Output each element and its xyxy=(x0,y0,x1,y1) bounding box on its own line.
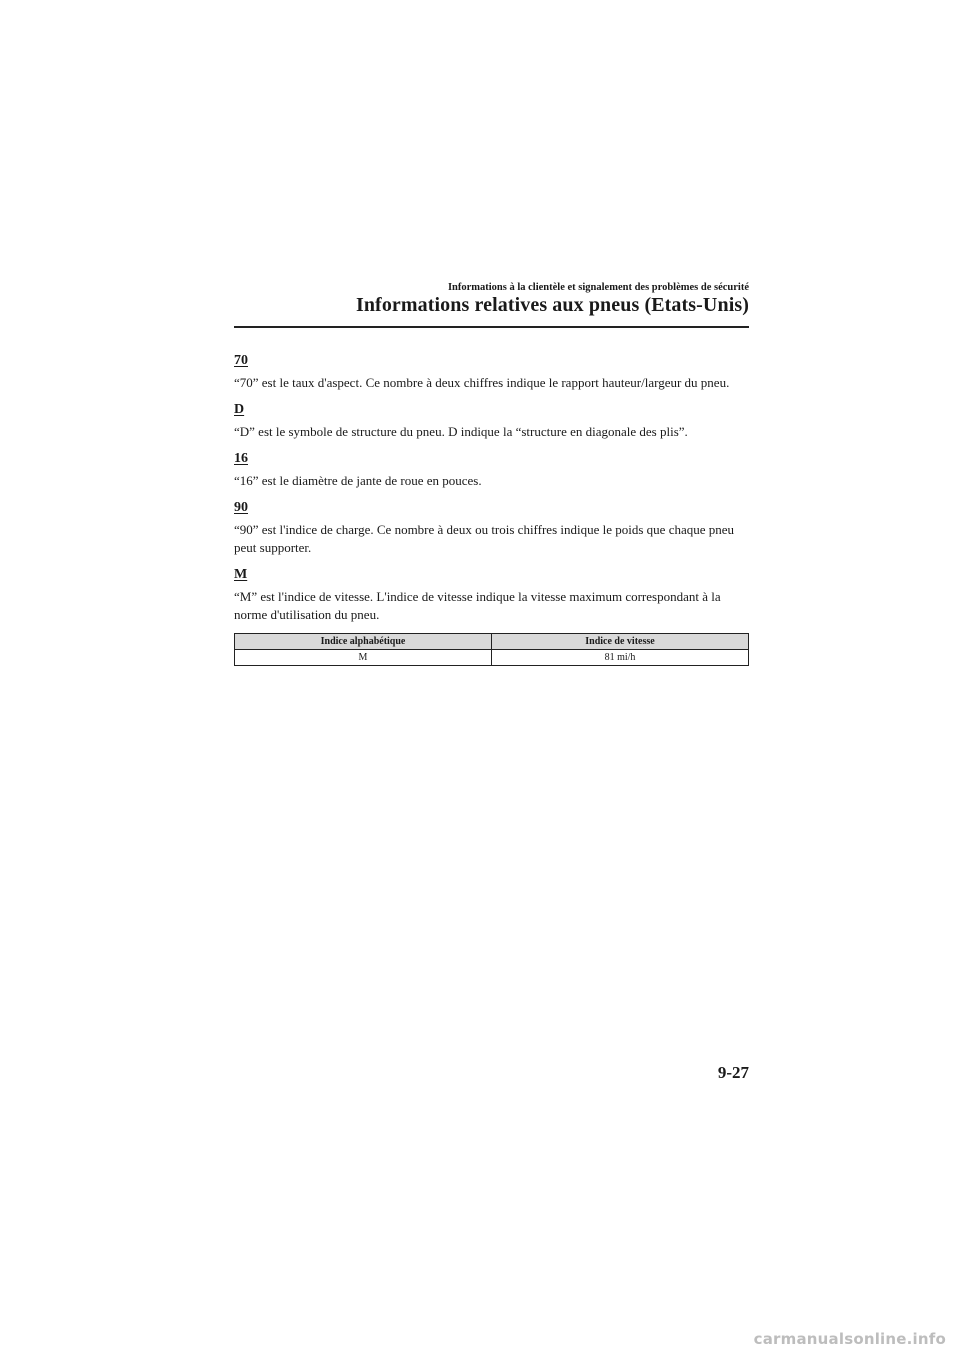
table-cell: M xyxy=(235,650,492,666)
column-header: Indice alphabétique xyxy=(235,634,492,650)
watermark: carmanualsonline.info xyxy=(753,1330,946,1348)
column-header: Indice de vitesse xyxy=(492,634,749,650)
speed-rating-table xyxy=(234,633,749,666)
tire-code-label: 70 xyxy=(234,353,248,368)
tire-code-section xyxy=(234,352,749,392)
tire-code-description: “M” est l'indice de vitesse. L'indice de vitesse indique la vitesse maximum correspondant à la norme d'utilisation du pneu. xyxy=(234,589,721,622)
tire-code-label: 90 xyxy=(234,500,248,515)
tire-code-section xyxy=(234,401,749,441)
tire-code-label: D xyxy=(234,402,245,417)
tire-code-description: “70” est le taux d'aspect. Ce nombre à deux chiffres indique le rapport hauteur/largeur du pneu. xyxy=(234,375,730,390)
table-header-row xyxy=(235,634,749,650)
header-divider xyxy=(234,326,749,328)
table-row xyxy=(235,650,749,666)
table-cell: 81 mi/h xyxy=(492,650,749,666)
tire-code-description: “90” est l'indice de charge. Ce nombre à deux ou trois chiffres indique le poids que chaque pneu peut supporter. xyxy=(234,522,735,555)
tire-code-label: 16 xyxy=(234,451,248,466)
page-number: 9-27 xyxy=(717,1063,749,1082)
tire-code-description: “D” est le symbole de structure du pneu. D indique la “structure en diagonale des plis”. xyxy=(234,424,688,439)
tire-code-section xyxy=(234,450,749,490)
main-content xyxy=(234,352,749,666)
chapter-subtitle: Informations à la clientèle et signalement des problèmes de sécurité xyxy=(447,282,749,293)
tire-code-description: “16” est le diamètre de jante de roue en pouces. xyxy=(234,473,482,488)
tire-code-section xyxy=(234,566,749,624)
tire-code-label: M xyxy=(234,567,248,582)
tire-code-section xyxy=(234,499,749,557)
section-title: Informations relatives aux pneus (Etats-Unis) xyxy=(355,294,749,316)
